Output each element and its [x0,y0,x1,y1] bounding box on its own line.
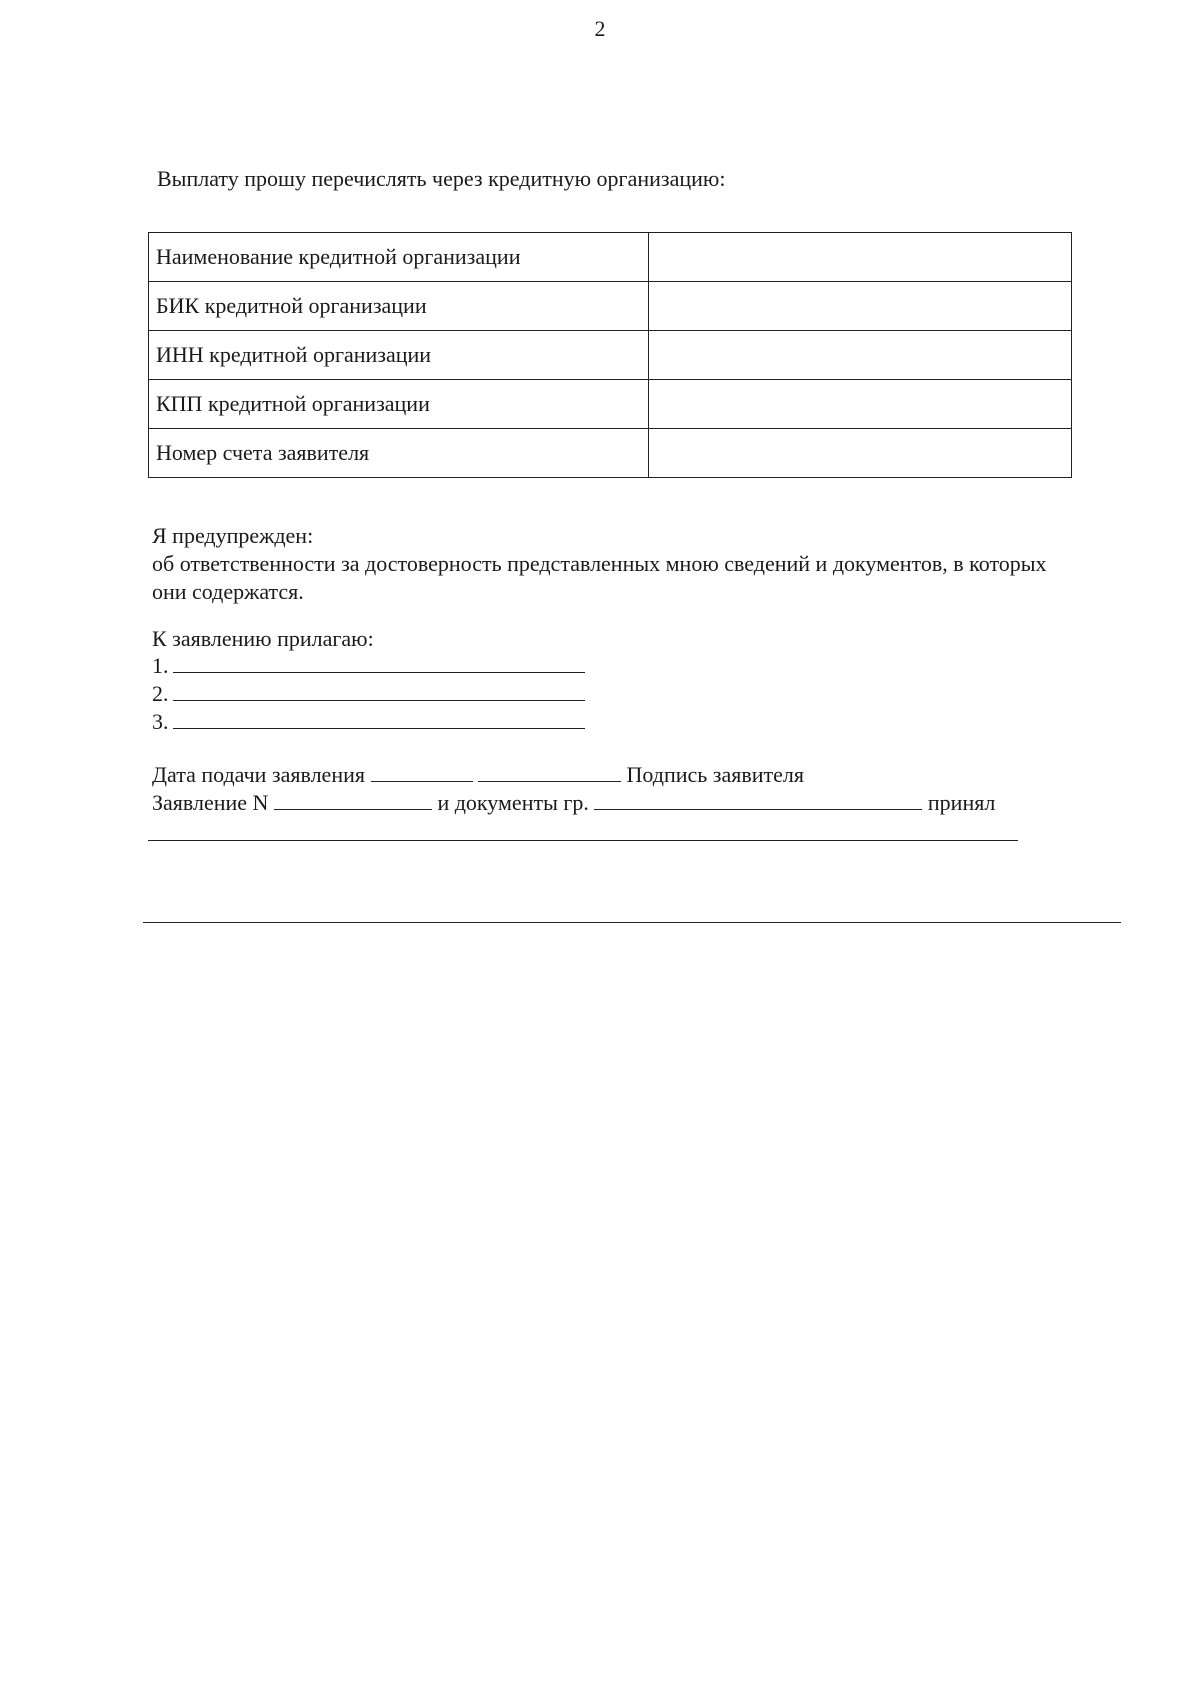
attachment-item [152,652,585,680]
attachment-number: 2. [152,681,169,706]
attachments-heading: К заявлению прилагаю: [152,626,374,651]
table-row [149,429,1072,478]
citizen-name-field[interactable] [594,791,922,810]
table-row [149,282,1072,331]
table-row [149,331,1072,380]
accepted-by-line[interactable] [148,840,1018,841]
kpp-field[interactable] [649,380,1072,429]
claim-accepted-row [152,789,995,817]
documents-of-label: и документы гр. [437,790,589,815]
claim-number-label: Заявление N [152,790,269,815]
account-number-label: Номер счета заявителя [149,429,649,478]
kpp-label: КПП кредитной организации [149,380,649,429]
submission-date-row [152,761,804,789]
claim-number-field[interactable] [274,791,432,810]
bank-name-label: Наименование кредитной организации [149,233,649,282]
attachment-field[interactable] [173,654,585,673]
warning-heading: Я предупрежден: [152,523,314,548]
attachment-number: 3. [152,709,169,734]
applicant-signature-field[interactable] [478,763,621,782]
page-number: 2 [594,16,606,41]
attachment-item [152,708,585,736]
warning-body: об ответственности за достоверность представленных мною сведений и документов, в которых они содержатся. [152,551,1047,604]
inn-field[interactable] [649,331,1072,380]
payment-intro-text: Выплату прошу перечислять через кредитную организацию: [157,166,726,191]
bank-details-table [148,232,1072,478]
cut-line-divider [143,922,1121,923]
accepted-label: принял [927,790,996,815]
attachment-item [152,680,585,708]
submission-date-label: Дата подачи заявления [152,762,365,787]
attachment-field[interactable] [173,710,585,729]
inn-label: ИНН кредитной организации [149,331,649,380]
applicant-signature-label: Подпись заявителя [626,762,805,787]
bik-field[interactable] [649,282,1072,331]
table-row [149,233,1072,282]
account-number-field[interactable] [649,429,1072,478]
table-row [149,380,1072,429]
submission-date-field[interactable] [371,763,473,782]
attachment-number: 1. [152,653,169,678]
bank-name-field[interactable] [649,233,1072,282]
bik-label: БИК кредитной организации [149,282,649,331]
attachment-field[interactable] [173,682,585,701]
